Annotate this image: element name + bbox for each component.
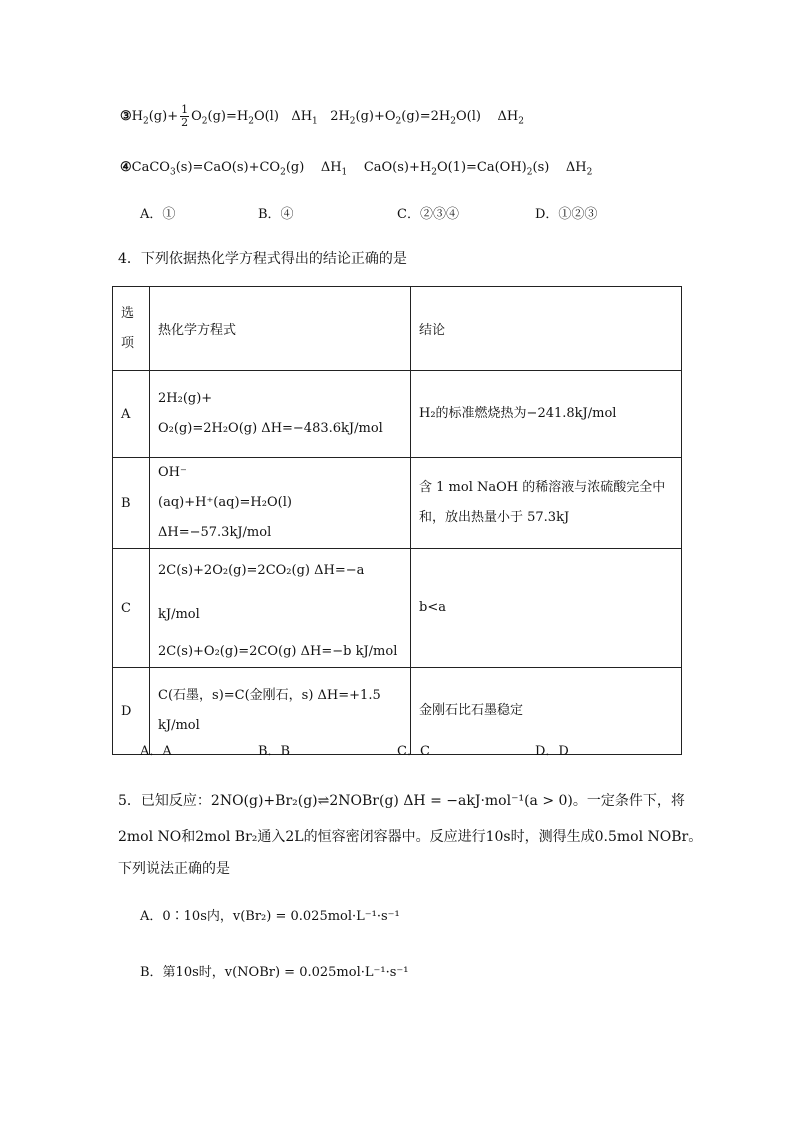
header-equation-cell: 热化学方程式 bbox=[150, 287, 411, 371]
header-conclusion-cell: 结论 bbox=[411, 287, 682, 371]
q4-table bbox=[112, 286, 682, 755]
q5-stem-line-3: 下列说法正确的是 bbox=[118, 861, 230, 877]
row-label: C bbox=[113, 549, 150, 668]
row-conclusion: 含 1 mol NaOH 的稀溶液与浓硫酸完全中 和，放出热量小于 57.3kJ bbox=[411, 458, 682, 549]
row-label: D bbox=[113, 668, 150, 755]
q3-option-a[interactable]: A．① bbox=[140, 207, 176, 222]
q4-option-d[interactable]: D．D bbox=[535, 744, 569, 759]
q3-equation-line-3: $③H_2(g)+$ $\frac{1}{2}$ $O_2(g)=H_2O(l)$ $\Delta H_1$ $2H_2(g)+O_2(g)=2H_2O(l)$ $\Delta H_2$ bbox=[120, 103, 524, 129]
row-label: B bbox=[113, 458, 150, 549]
row-conclusion: H₂的标准燃烧热为−241.8kJ/mol bbox=[411, 371, 682, 458]
q5-stem-line-1: 5．已知反应：2NO(g)+Br₂(g)⇌2NOBr(g) ΔH = −akJ·mol⁻¹(a > 0)。一定条件下，将 bbox=[118, 793, 685, 809]
table-header-row bbox=[113, 287, 682, 371]
q5-stem-line-2: 2mol NO和2mol Br₂通入2L的恒容密闭容器中。反应进行10s时，测得生成0.5mol NOBr。 bbox=[118, 829, 703, 845]
row-label: A bbox=[113, 371, 150, 458]
q3-option-c[interactable]: C．②③④ bbox=[397, 207, 459, 222]
q4-option-a[interactable]: A．A bbox=[140, 744, 172, 759]
row-conclusion: 金刚石比石墨稳定 bbox=[411, 668, 682, 755]
q5-option-b[interactable]: B．第10s时，v(NOBr) = 0.025mol·L⁻¹·s⁻¹ bbox=[140, 965, 409, 980]
circled-number-3: ③ bbox=[120, 109, 132, 124]
row-equation: 2H₂(g)+ O₂(g)=2H₂O(g) ΔH=−483.6kJ/mol bbox=[150, 371, 411, 458]
row-conclusion: b<a bbox=[411, 549, 682, 668]
table-row bbox=[113, 458, 682, 549]
row-equation: OH⁻ (aq)+H⁺(aq)=H₂O(l) ΔH=−57.3kJ/mol bbox=[150, 458, 411, 549]
circled-number-4: ④ bbox=[120, 160, 132, 175]
row-equation: 2C(s)+2O₂(g)=2CO₂(g) ΔH=−a kJ/mol 2C(s)+O₂(g)=2CO(g) ΔH=−b kJ/mol bbox=[150, 549, 411, 668]
q3-option-d[interactable]: D．①②③ bbox=[535, 207, 598, 222]
table-row bbox=[113, 371, 682, 458]
q4-option-c[interactable]: C．C bbox=[397, 744, 430, 759]
q5-option-a[interactable]: A．0∶10s内，v(Br₂) = 0.025mol·L⁻¹·s⁻¹ bbox=[140, 909, 400, 924]
table-row bbox=[113, 549, 682, 668]
q4-stem: 4．下列依据热化学方程式得出的结论正确的是 bbox=[118, 251, 407, 267]
fraction-one-half: $\frac{1}{2}$ bbox=[181, 103, 189, 129]
q3-option-b[interactable]: B．④ bbox=[258, 207, 294, 222]
q4-option-b[interactable]: B．B bbox=[258, 744, 291, 759]
row-equation: C(石墨，s)=C(金刚石，s) ΔH=+1.5 kJ/mol bbox=[150, 668, 411, 755]
q3-equation-line-4: $④CaCO_3(s)=CaO(s)+CO_2(g)$ $\Delta H_1$ $CaO(s)+H_2O(1)=Ca(OH)_2(s)$ $\Delta H_2$ bbox=[120, 160, 593, 178]
header-option-cell: 选 项 bbox=[113, 287, 150, 371]
